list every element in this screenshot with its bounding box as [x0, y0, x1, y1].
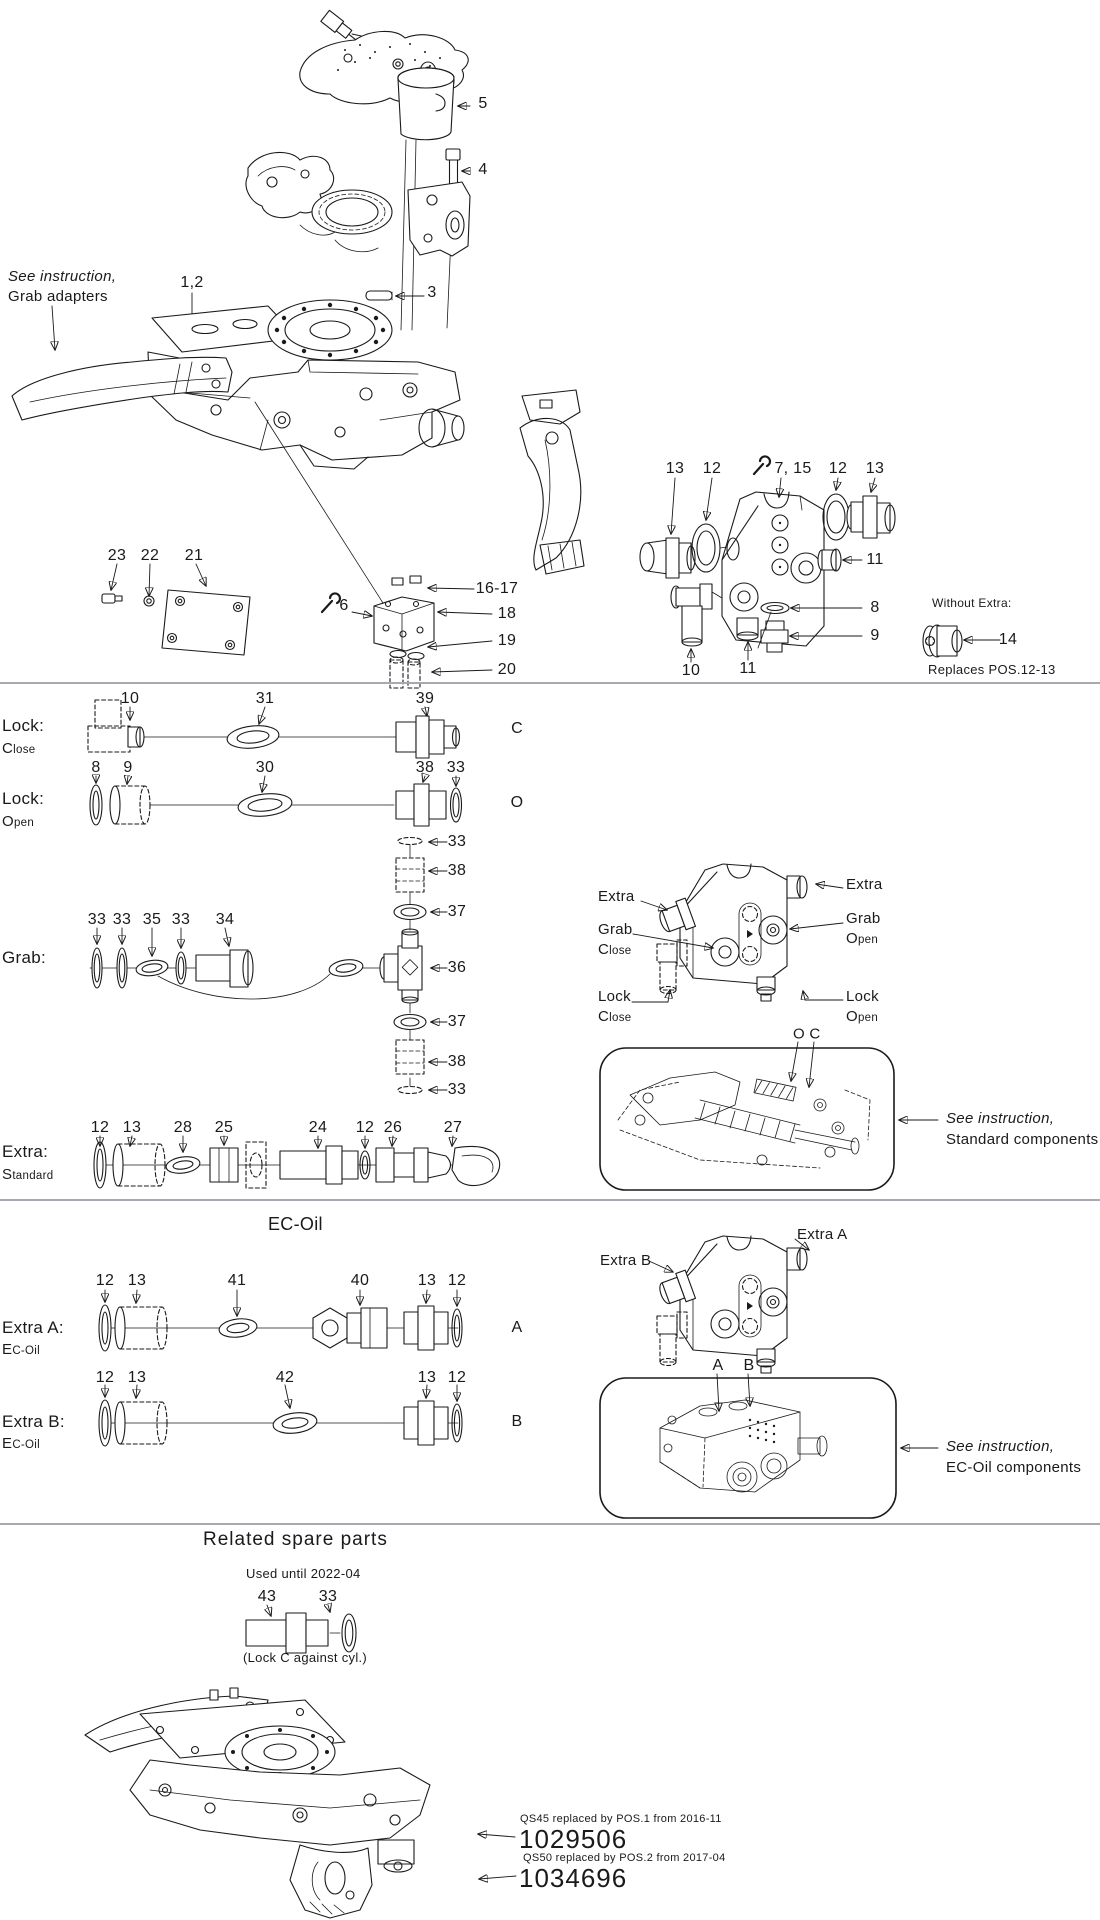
port-identification-block: [632, 864, 843, 1087]
callout-23: 23: [107, 547, 127, 564]
callout-4: 4: [478, 161, 488, 178]
callout-18: 18: [497, 605, 517, 622]
callout-12: 12: [447, 1272, 467, 1289]
port-sublabel-close: Close: [598, 1008, 632, 1025]
qs50-replacement-note: QS50 replaced by POS.2 from 2017-04: [523, 1852, 726, 1864]
ecoil-components-box: [600, 1378, 938, 1518]
spare-part-drawing: [246, 1605, 356, 1653]
callout-16-17: 16-17: [475, 580, 519, 597]
callout-13: 13: [417, 1272, 437, 1289]
callout-12: 12: [447, 1369, 467, 1386]
row-sublabel-ecoil: EC-Oil: [2, 1435, 41, 1452]
lock-open-row-drawing: [90, 776, 462, 826]
row-label-lock-close: Lock:: [2, 716, 45, 735]
callout-22: 22: [140, 547, 160, 564]
manifold-drawing: [322, 576, 492, 688]
port-label-extra-a: Extra A: [797, 1226, 848, 1243]
callout-5: 5: [478, 95, 488, 112]
ecoil-box-note-line2: EC-Oil components: [946, 1459, 1082, 1476]
callout-10: 10: [120, 690, 140, 707]
without-extra-note: Without Extra:: [932, 596, 1012, 610]
port-label-lock-left: Lock: [598, 988, 631, 1005]
right-arm-drawing: [520, 390, 584, 574]
valve-block-drawing: [640, 456, 895, 662]
port-letter-a: A: [712, 1357, 724, 1374]
bottom-assembly-drawing: [85, 1688, 516, 1918]
grab-row-drawing: [87, 838, 447, 1094]
port-sublabel-open: Open: [846, 1008, 879, 1025]
callout-38: 38: [447, 1053, 467, 1070]
callout-33: 33: [171, 911, 191, 928]
callout-12: 12: [95, 1272, 115, 1289]
callout-13-left: 13: [665, 460, 685, 477]
callout-14: 14: [998, 631, 1018, 648]
port-letter-o: O: [510, 794, 524, 811]
see-instruction-line1: See instruction,: [8, 268, 117, 285]
callout-37: 37: [447, 1013, 467, 1030]
port-letter-o: O: [793, 1025, 805, 1043]
callout-8: 8: [91, 759, 101, 776]
related-spare-parts-title: Related spare parts: [203, 1529, 388, 1550]
callout-28: 28: [173, 1119, 193, 1136]
lock-c-note: (Lock C against cyl.): [243, 1650, 368, 1665]
callout-37: 37: [447, 903, 467, 920]
port-letter-b: B: [511, 1413, 523, 1430]
port-letter-a: A: [511, 1319, 523, 1336]
callout-33: 33: [318, 1588, 338, 1605]
plug-14-drawing: [923, 625, 1000, 657]
row-sublabel-ecoil: EC-Oil: [2, 1341, 41, 1358]
callout-12-right: 12: [828, 460, 848, 477]
wrench-icon: [754, 456, 770, 474]
std-box-note-line1: See instruction,: [946, 1110, 1055, 1127]
callout-33: 33: [446, 759, 466, 776]
callout-31: 31: [255, 690, 275, 707]
replaces-note: Replaces POS.12-13: [928, 662, 1056, 677]
ecoil-box-note-line1: See instruction,: [946, 1438, 1055, 1455]
callout-11-bottom: 11: [739, 660, 757, 677]
used-until-note: Used until 2022-04: [246, 1566, 361, 1581]
port-letter-c: C: [511, 720, 523, 737]
extra-standard-row-drawing: [94, 1136, 500, 1188]
row-label-lock-open: Lock:: [2, 789, 45, 808]
callout-38: 38: [447, 862, 467, 879]
part-number-1034696: 1034696: [519, 1863, 628, 1893]
base-assembly-drawing: [12, 300, 464, 614]
port-label-extra-right: Extra: [846, 876, 883, 893]
callout-6: 6: [339, 597, 349, 614]
port-sublabel-open: Open: [846, 930, 879, 947]
row-label-extra-a: Extra A:: [2, 1318, 64, 1337]
callout-33: 33: [87, 911, 107, 928]
callout-20: 20: [497, 661, 517, 678]
lock-close-row-drawing: [88, 700, 460, 758]
callout-40: 40: [350, 1272, 370, 1289]
cover-plate-drawing: [102, 564, 250, 655]
callout-26: 26: [383, 1119, 403, 1136]
callout-38: 38: [415, 759, 435, 776]
callout-21: 21: [184, 547, 204, 564]
port-letter-b: B: [743, 1357, 755, 1374]
callout-8: 8: [870, 599, 880, 616]
row-sublabel-close: Close: [2, 740, 36, 757]
top-assembly-drawing: [192, 10, 470, 330]
std-box-note-line2: Standard components: [946, 1131, 1099, 1148]
callout-43: 43: [257, 1588, 277, 1605]
callout-24: 24: [308, 1119, 328, 1136]
ecoil-port-block: [649, 1236, 809, 1411]
callout-13: 13: [127, 1369, 147, 1386]
callout-42: 42: [275, 1369, 295, 1386]
row-sublabel-standard: Standard: [2, 1166, 54, 1183]
callout-33: 33: [447, 833, 467, 850]
extra-b-row-drawing: [99, 1385, 462, 1446]
callout-13: 13: [122, 1119, 142, 1136]
wrench-icon: [322, 593, 340, 612]
part-number-1029506: 1029506: [519, 1824, 628, 1854]
standard-components-box: [600, 1048, 938, 1190]
callout-12-left: 12: [702, 460, 722, 477]
port-label-lock-right: Lock: [846, 988, 879, 1005]
callout-9: 9: [123, 759, 133, 776]
row-label-extra: Extra:: [2, 1142, 49, 1161]
callout-27: 27: [443, 1119, 463, 1136]
port-sublabel-close: Close: [598, 941, 632, 958]
callout-3: 3: [427, 284, 437, 301]
callout-12: 12: [90, 1119, 110, 1136]
callout-1-2: 1,2: [180, 274, 204, 291]
callout-12: 12: [95, 1369, 115, 1386]
callout-30: 30: [255, 759, 275, 776]
callout-10: 10: [681, 662, 701, 679]
port-label-extra-left: Extra: [598, 888, 635, 905]
row-sublabel-open: Open: [2, 813, 35, 830]
callout-13-right: 13: [865, 460, 885, 477]
row-label-extra-b: Extra B:: [2, 1412, 65, 1431]
port-label-extra-b: Extra B: [600, 1252, 652, 1269]
extra-a-row-drawing: [99, 1290, 462, 1351]
callout-13: 13: [127, 1272, 147, 1289]
port-label-grab-right: Grab: [846, 910, 881, 927]
port-letter-c: C: [809, 1025, 821, 1043]
callout-36: 36: [447, 959, 467, 976]
port-label-grab-left: Grab: [598, 921, 633, 938]
callout-35: 35: [142, 911, 162, 928]
callout-12: 12: [355, 1119, 375, 1136]
callout-25: 25: [214, 1119, 234, 1136]
callout-41: 41: [227, 1272, 247, 1289]
callout-19: 19: [497, 632, 517, 649]
row-label-grab: Grab:: [2, 948, 47, 967]
callout-33: 33: [447, 1081, 467, 1098]
callout-9: 9: [870, 627, 880, 644]
ecoil-section-title: EC-Oil: [268, 1214, 323, 1234]
callout-34: 34: [215, 911, 235, 928]
see-instruction-line2: Grab adapters: [8, 288, 108, 305]
callout-39: 39: [415, 690, 435, 707]
qs45-replacement-note: QS45 replaced by POS.1 from 2016-11: [520, 1813, 722, 1825]
callout-33: 33: [112, 911, 132, 928]
callout-7-15: 7, 15: [774, 460, 812, 477]
callout-13: 13: [417, 1369, 437, 1386]
callout-11-right: 11: [866, 551, 884, 568]
